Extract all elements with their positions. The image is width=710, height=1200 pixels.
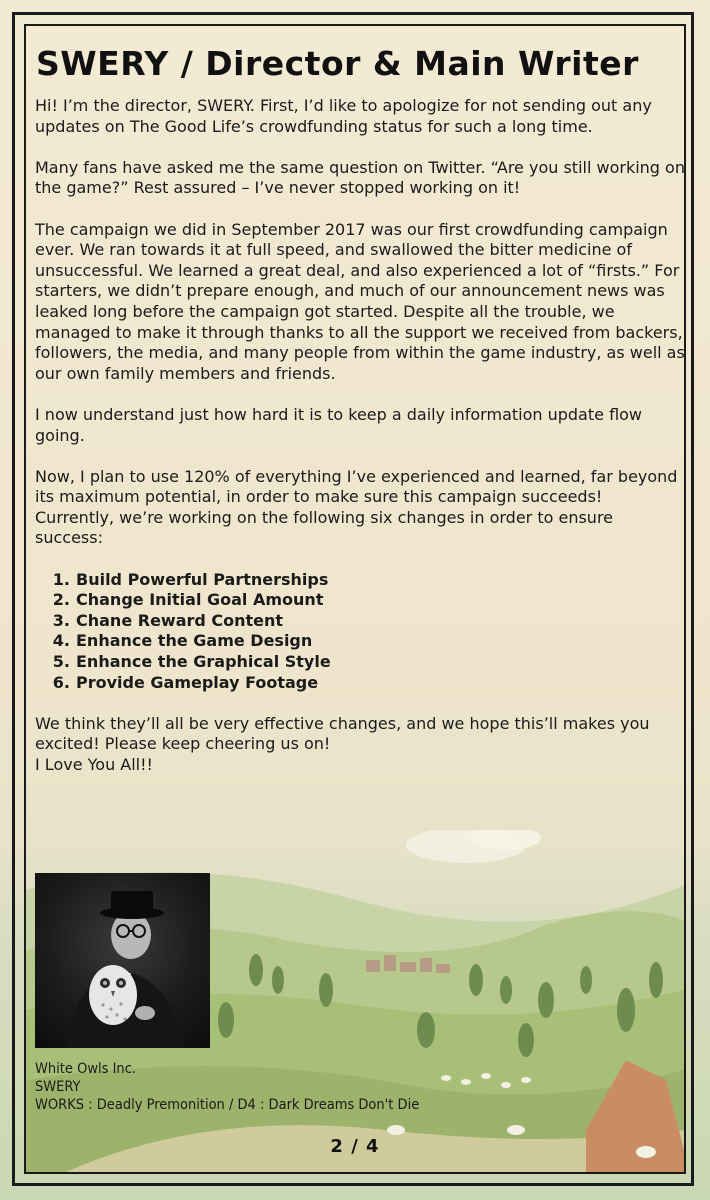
list-item: 3. Chane Reward Content [52, 610, 284, 630]
letter-body [35, 96, 685, 776]
paragraph-changes-intro: Currently, we’re working on the following six changes in order to ensure success: [35, 507, 614, 548]
list-item: 1. Build Powerful Partnerships [52, 569, 329, 589]
author-photo [35, 873, 210, 1048]
changes-list [35, 570, 685, 694]
list-item: 2. Change Initial Goal Amount [52, 590, 324, 610]
paragraph-campaign: The campaign we did in September 2017 was our first crowdfunding campaign ever. We ran towards it at full speed, and swallowed the bitter medicine of unsuccessful. We learned a great deal, and also experienced a lot of “firsts.” For starters, we didn’t prepare enough, and much of our announcement news was leaked long before the campaign got started. Despite all the trouble, we managed to make it through thanks to all the support we received from backers, followers, the media, and many people from within the game industry, as well as our own family members and friends. [35, 219, 685, 383]
page-indicator: 2 / 4 [330, 1136, 380, 1157]
list-item: 6. Provide Gameplay Footage [52, 672, 319, 692]
credits [35, 1060, 635, 1114]
company-name: White Owls Inc. [35, 1061, 137, 1077]
author-name: SWERY [35, 1079, 81, 1095]
paragraph-plan: Now, I plan to use 120% of everything I’ve experienced and learned, far beyond its maximum potential, in order to make sure this campaign succeeds! [35, 466, 678, 507]
paragraph-sign-off: I Love You All!! [35, 755, 153, 774]
list-item: 4. Enhance the Game Design [52, 631, 313, 651]
paragraph-twitter: Many fans have asked me the same question on Twitter. “Are you still working on the game?” Rest assured – I’ve never stopped working on it! [35, 157, 685, 198]
works-line: WORKS : Deadly Premonition / D4 : Dark Dreams Don't Die [35, 1097, 420, 1113]
paragraph-closing: We think they’ll all be very effective changes, and we hope this’ll makes you excited! Please keep cheering us on! [35, 713, 650, 754]
paragraph-apology: Hi! I’m the director, SWERY. First, I’d like to apologize for not sending out any updates on The Good Life’s crowdfunding status for such a long time. [35, 96, 652, 136]
list-item: 5. Enhance the Graphical Style [52, 652, 331, 672]
paragraph-daily-update: I now understand just how hard it is to keep a daily information update flow going. [35, 404, 643, 445]
page-title: SWERY / Director & Main Writer [36, 44, 639, 83]
portrait-illustration [35, 873, 210, 1048]
